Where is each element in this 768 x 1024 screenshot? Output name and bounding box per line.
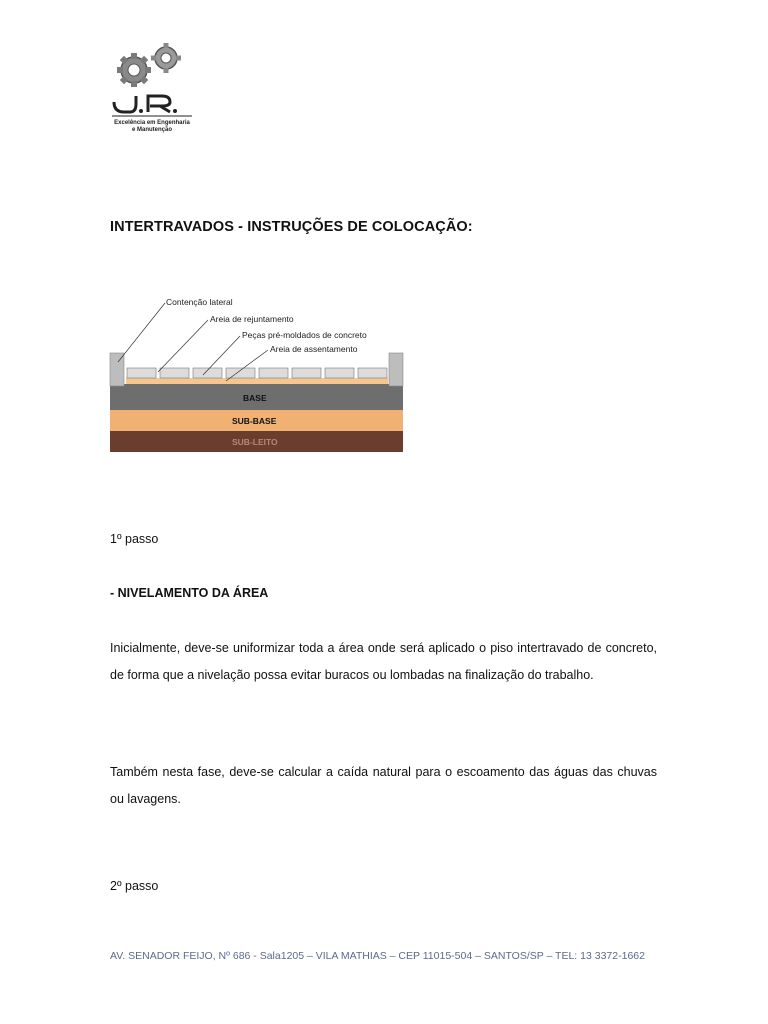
gear-icon: [117, 53, 151, 87]
label-subleito: SUB-LEITO: [232, 437, 278, 447]
curb-left: [110, 353, 124, 386]
label-base: BASE: [243, 393, 267, 403]
paragraph-2: Também nesta fase, deve-se calcular a caída natural para o escoamento das águas das chuvas ou lavagens.: [110, 765, 657, 806]
curb-right: [389, 353, 403, 386]
label-areia-rejuntamento: Areia de rejuntamento: [210, 314, 294, 324]
company-logo: [108, 40, 198, 140]
section-heading-nivelamento: - NIVELAMENTO DA ÁREA: [110, 586, 269, 600]
logo-tagline-1: Excelência em Engenharia: [114, 120, 190, 126]
step-1-label: 1º passo: [110, 532, 159, 546]
label-areia-assentamento: Areia de assentamento: [270, 344, 358, 354]
page-title: INTERTRAVADOS - INSTRUÇÕES DE COLOCAÇÃO:: [110, 219, 473, 235]
footer-address: AV. SENADOR FEIJO, Nº 686 - Sala1205 – VILA MATHIAS – CEP 11015-504 – SANTOS/SP – TEL: 13 3372-1662: [110, 950, 645, 962]
logo-tagline-2: e Manutenção: [131, 127, 173, 133]
gear-small-icon: [151, 43, 181, 73]
paragraph-1: Inicialmente, deve-se uniformizar toda a área onde será aplicado o piso intertravado de concreto, de forma que a nivelação possa evitar buracos ou lombadas na finalização do trabalho.: [110, 641, 657, 682]
label-pecas: Peças pré-moldados de concreto: [242, 330, 367, 340]
pavement-cross-section-diagram: [108, 292, 406, 454]
label-subbase: SUB-BASE: [232, 416, 277, 426]
layer-sand: [126, 378, 388, 384]
step-2-label: 2º passo: [110, 879, 159, 893]
label-contencao: Contenção lateral: [166, 297, 233, 307]
